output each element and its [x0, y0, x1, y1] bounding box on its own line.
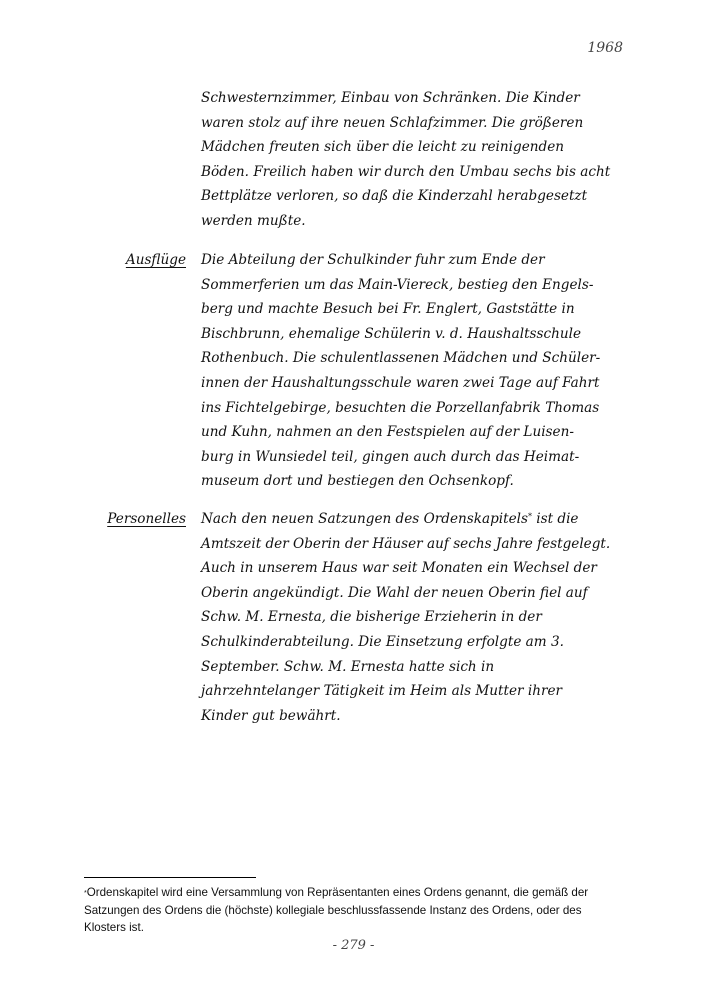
paragraph-ausfluege — [201, 248, 631, 494]
text-line: Bischbrunn, ehemalige Schülerin v. d. Haushaltsschule — [201, 325, 582, 342]
text-line: ins Fichtelgebirge, besuchten die Porzellanfabrik Thomas — [201, 399, 600, 416]
text-line: Rothenbuch. Die schulentlassenen Mädchen und Schüler- — [201, 350, 601, 367]
text-line: Auch in unserem Haus war seit Monaten ein Wechsel der — [201, 560, 597, 577]
text-line: Die Abteilung der Schulkinder fuhr zum Ende der — [201, 252, 545, 268]
text-line: September. Schw. M. Ernesta hatte sich in — [201, 658, 495, 675]
text-fragment: ist die — [531, 511, 579, 527]
text-line: Schulkinderabteilung. Die Einsetzung erfolgte am 3. — [201, 633, 564, 650]
text-line: und Kuhn, nahmen an den Festspielen auf der Luisen- — [201, 424, 574, 441]
text-line — [201, 507, 631, 532]
text-line: Sommerferien um das Main-Viereck, bestieg den Engels- — [201, 276, 594, 293]
footnote-mark: * — [84, 890, 87, 897]
margin-heading-ausfluege — [86, 248, 186, 273]
text-line: Oberin angekündigt. Die Wahl der neuen Oberin fiel auf — [201, 584, 588, 601]
text-line: Kinder gut bewährt. — [201, 707, 341, 724]
footnote-marker[interactable]: * — [527, 512, 532, 521]
footnote-text: Ordenskapitel wird eine Versammlung von Repräsentanten eines Ordens genannt, die gemäß der Satzungen des Ordens die (höchste) kollegiale beschlussfassende Instanz des Ordens, oder des Klosters ist. — [84, 886, 589, 934]
margin-heading-personelles — [86, 507, 186, 532]
text-line: Mädchen freuten sich über die leicht zu reinigenden — [201, 139, 565, 156]
text-line: werden mußte. — [201, 212, 306, 229]
header-year: 1968 — [587, 40, 623, 56]
text-line: jahrzehntelanger Tätigkeit im Heim als Mutter ihrer — [201, 683, 562, 700]
paragraph-dormitory — [201, 86, 631, 234]
text-line: berg und machte Besuch bei Fr. Englert, Gaststätte in — [201, 301, 575, 318]
text-line: innen der Haushaltungsschule waren zwei Tage auf Fahrt — [201, 374, 600, 391]
text-fragment: Nach den neuen Satzungen des Ordenskapitels — [201, 511, 528, 527]
footnote-separator — [84, 877, 256, 878]
text-line: Bettplätze verloren, so daß die Kinderzahl herabgesetzt — [201, 188, 588, 205]
text-line: waren stolz auf ihre neuen Schlafzimmer. Die größeren — [201, 114, 584, 131]
text-line: burg in Wunsiedel teil, gingen auch durch das Heimat- — [201, 448, 580, 465]
text-line: museum dort und bestiegen den Ochsenkopf. — [201, 473, 514, 490]
text-line: Böden. Freilich haben wir durch den Umbau sechs bis acht — [201, 163, 611, 180]
margin-heading-text: Personelles — [107, 511, 186, 527]
page-number: - 279 - — [332, 938, 375, 953]
text-line: Amtszeit der Oberin der Häuser auf sechs Jahre festgelegt. — [201, 535, 611, 552]
text-line: Schw. M. Ernesta, die bisherige Erzieherin in der — [201, 609, 542, 626]
paragraph-personelles — [201, 507, 631, 728]
footnote — [84, 884, 624, 937]
margin-heading-text: Ausflüge — [125, 252, 186, 268]
text-line: Schwesternzimmer, Einbau von Schränken. Die Kinder — [201, 90, 580, 106]
